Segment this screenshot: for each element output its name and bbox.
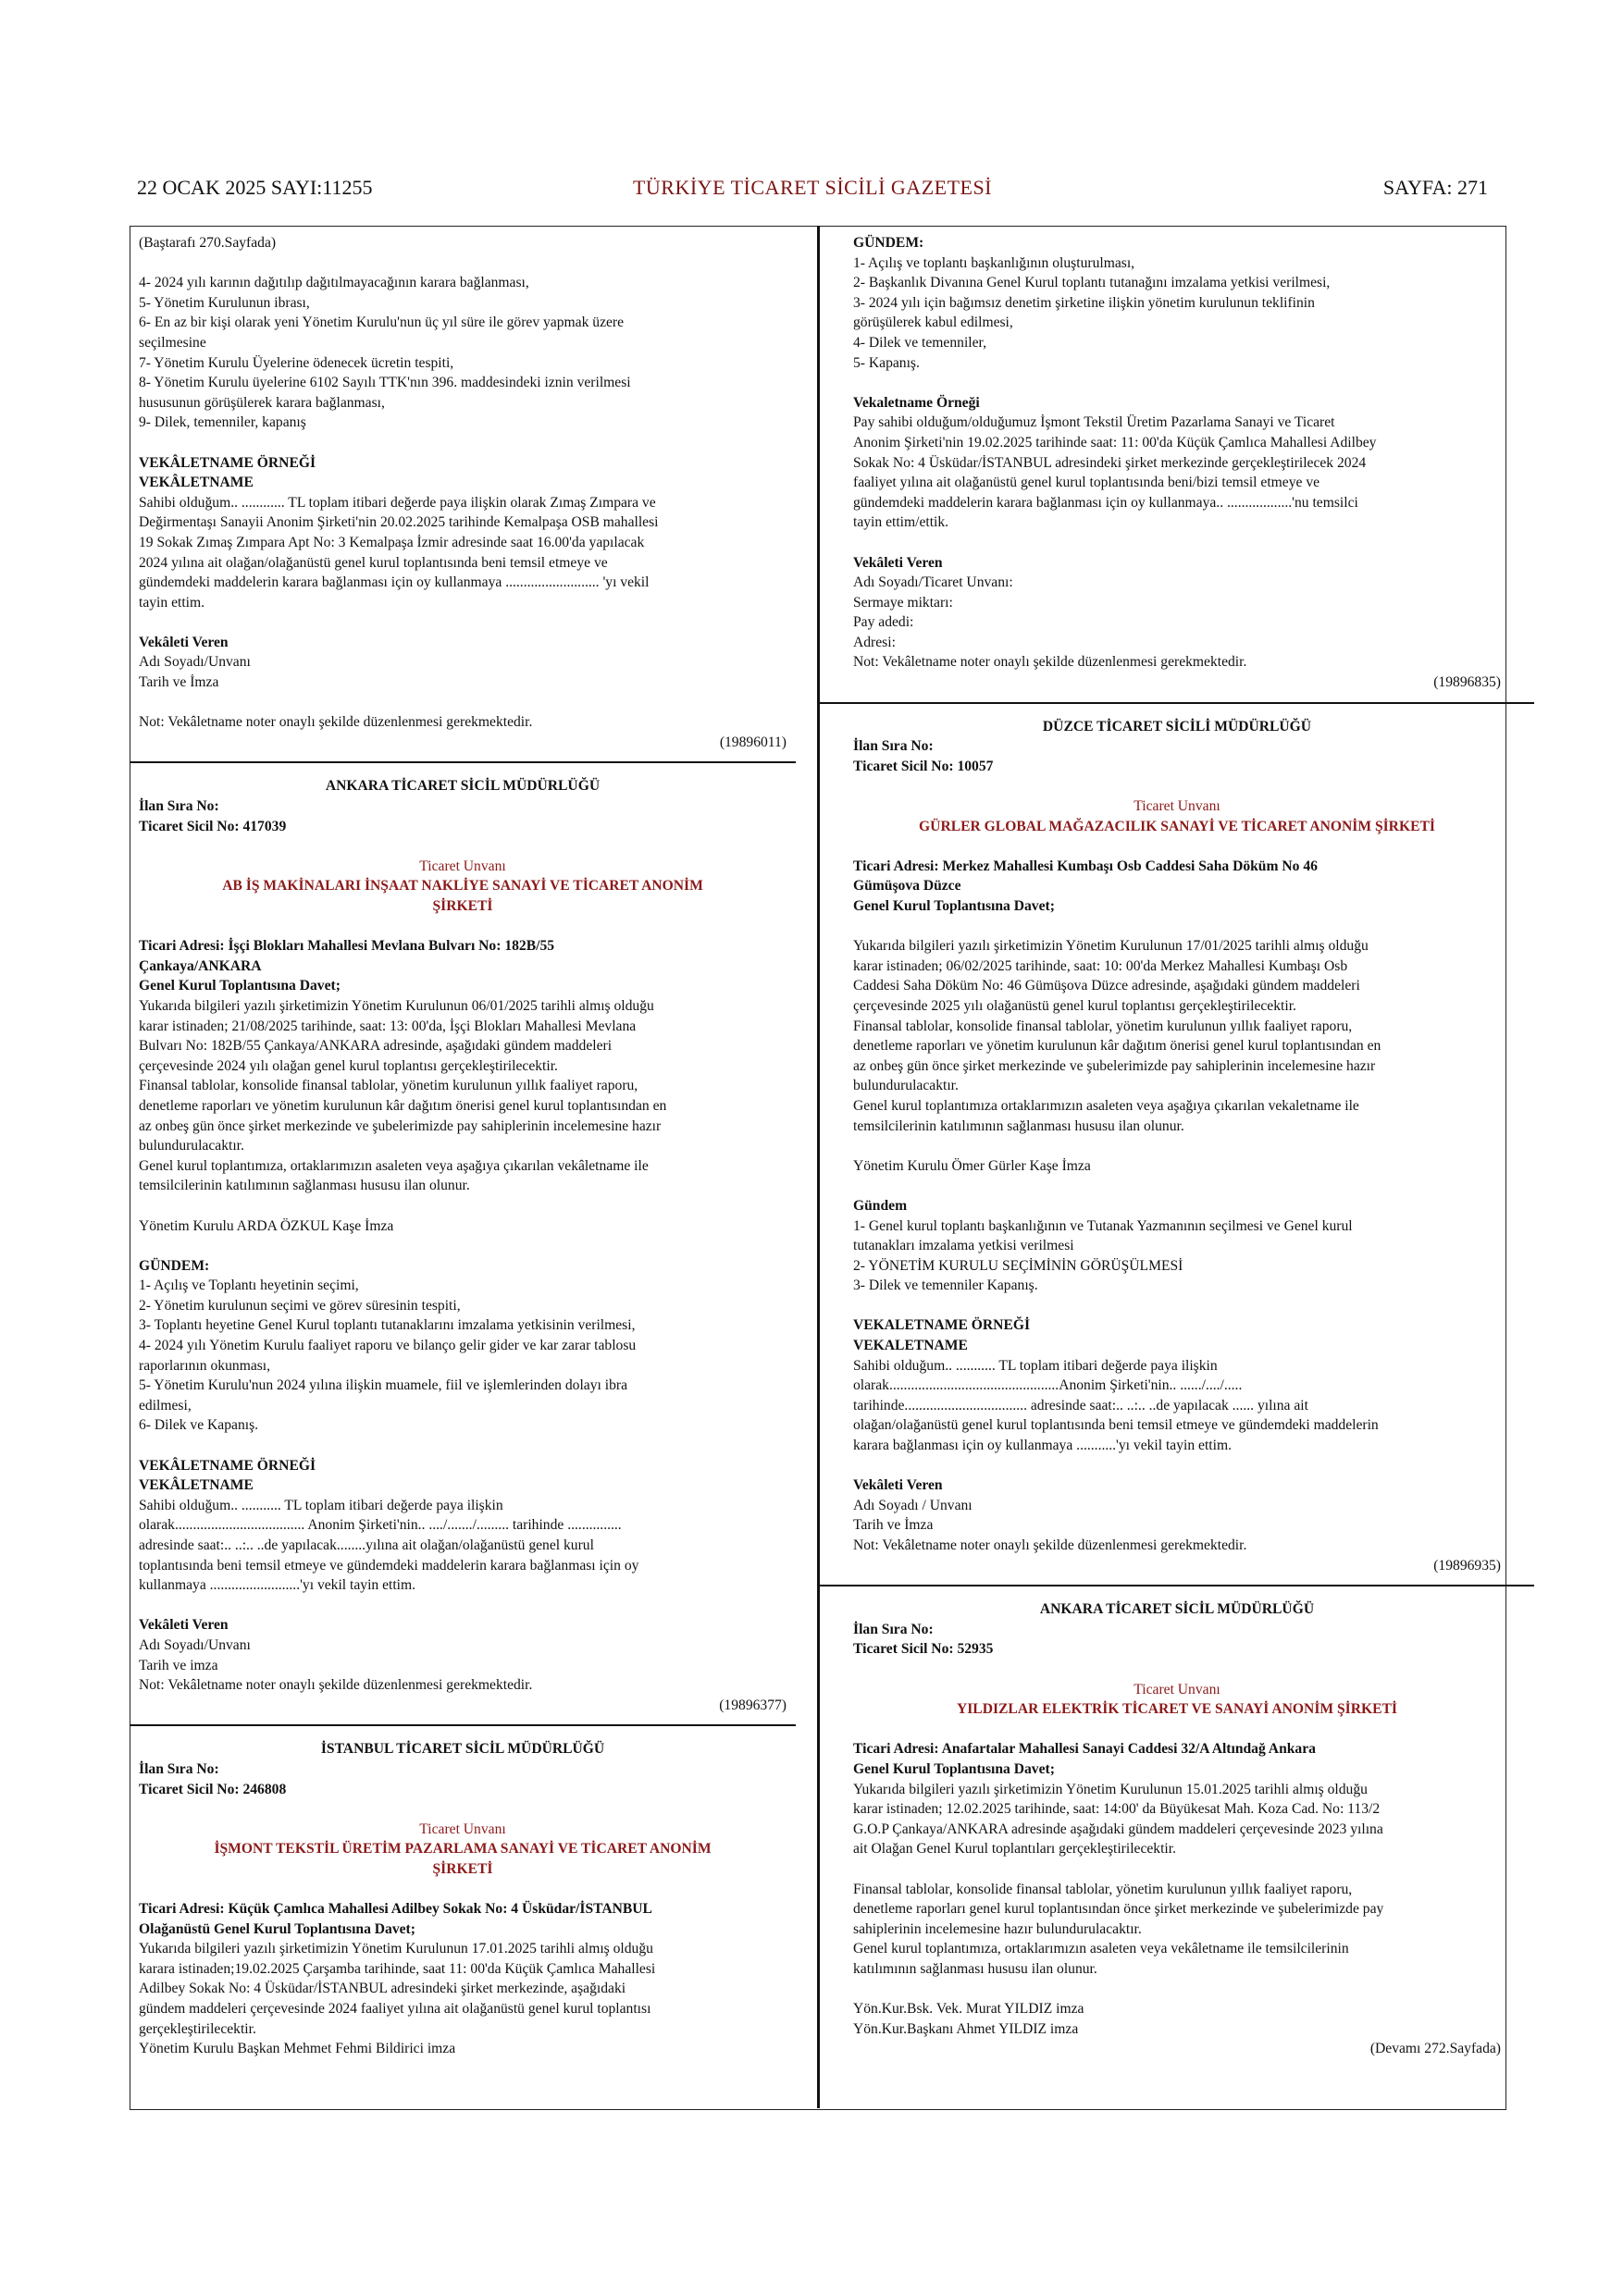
- text-line: gerçekleştirilecektir.: [139, 2020, 256, 2037]
- text-line: olağan/olağanüstü genel kurul toplantısında beni temsil etmeye ve gündemdeki maddelerin: [853, 1417, 1379, 1434]
- text-line: Genel Kurul Toplantısına Davet;: [853, 1760, 1055, 1777]
- ilan-sira-no: İlan Sıra No:: [853, 738, 934, 755]
- text-line: görüşülerek kabul edilmesi,: [853, 315, 1013, 331]
- text-line: kullanmaya .........................'yı vekil tayin ettim.: [139, 1577, 416, 1594]
- announcement-body: [139, 1939, 787, 2059]
- text-line: Adilbey Sokak No: 4 Üsküdar/İSTANBUL adresindeki şirket merkezinde, aşağıdaki: [139, 1981, 626, 1997]
- announcement-body: [853, 1780, 1501, 2040]
- text-line: Sermaye miktarı:: [853, 594, 953, 611]
- text-line: Genel kurul toplantımıza, ortaklarımızın asaleten veya vekâletname ile temsilcilerinin: [853, 1941, 1349, 1957]
- announcement-code: (19896835): [1433, 674, 1501, 691]
- text-line: Tarih ve İmza: [853, 1517, 934, 1534]
- text-line: Sahibi olduğum.. ........... TL toplam itibari değerde paya ilişkin: [139, 1497, 503, 1513]
- text-line: [139, 1236, 787, 1256]
- text-line: bulundurulacaktır.: [853, 1078, 959, 1094]
- text-line: VEKÂLETNAME ÖRNEĞİ: [139, 1457, 316, 1474]
- text-line: Ticari Adresi: İşçi Blokları Mahallesi Mevlana Bulvarı No: 182B/55: [139, 938, 555, 955]
- text-line: tarihinde.................................. adresinde saat:.. ..:.. ..de yapılacak ...... yılına ait: [853, 1397, 1308, 1413]
- text-line: 5- Yönetim Kurulu'nun 2024 yılına ilişkin muamele, fiil ve işlemlerinden dolayı ibra: [139, 1377, 627, 1394]
- text-line: Değirmentaşı Sanayii Anonim Şirketi'nin 20.02.2025 tarihinde Kemalpaşa OSB mahallesi: [139, 514, 659, 531]
- text-line: katılımının sağlanması hususu ilan olunur.: [853, 1960, 1097, 1977]
- text-line: 2- YÖNETİM KURULU SEÇİMİNİN GÖRÜŞÜLMESİ: [853, 1257, 1183, 1274]
- text-line: GÜNDEM:: [853, 235, 924, 251]
- text-line: seçilmesine: [139, 334, 206, 351]
- text-line: Yukarıda bilgileri yazılı şirketimizin Yönetim Kurulunun 06/01/2025 tarihli almış olduğu: [139, 997, 654, 1014]
- ilan-sira-no: İlan Sıra No:: [853, 1621, 934, 1637]
- text-line: Gündem: [853, 1197, 908, 1214]
- announcement-ismont-continued: [853, 233, 1501, 673]
- text-line: [853, 1136, 1501, 1156]
- text-line: Vekâleti Veren: [139, 634, 229, 650]
- text-line: faaliyet yılına ait olağanüstü genel kurul toplantısında beni/bizi temsil etmeye ve: [853, 475, 1320, 491]
- text-line: 6- En az bir kişi olarak yeni Yönetim Kurulu'nun üç yıl süre ile görev yapmak üzere: [139, 315, 625, 331]
- text-line: Ticari Adresi: Küçük Çamlıca Mahallesi Adilbey Sokak No: 4 Üsküdar/İSTANBUL: [139, 1901, 652, 1918]
- text-line: YILDIZLAR ELEKTRİK TİCARET VE SANAYİ ANONİM ŞİRKETİ: [956, 1701, 1398, 1718]
- text-line: [853, 1176, 1501, 1196]
- trade-name-label: Ticaret Unvanı: [419, 1821, 506, 1837]
- ticaret-sicil-no: Ticaret Sicil No: 246808: [139, 1781, 287, 1797]
- announcement-ankara-yildizlar: [853, 1599, 1501, 2059]
- text-line: Sahibi olduğum.. ............ TL toplam itibari değerde paya ilişkin olarak Zımaş Zımpara ve: [139, 494, 656, 511]
- announcement-duzce-gurler: [853, 717, 1501, 1576]
- ilan-sira-no: İlan Sıra No:: [139, 1760, 219, 1777]
- announcement-ankara-ab-is: [139, 776, 787, 1715]
- text-line: 1- Açılış ve Toplantı heyetinin seçimi,: [139, 1278, 359, 1294]
- text-line: Bulvarı No: 182B/55 Çankaya/ANKARA adresinde, aşağıdaki gündem maddeleri: [139, 1038, 613, 1055]
- text-line: Sokak No: 4 Üsküdar/İSTANBUL adresindeki şirket merkezinde gerçekleştirilecek 2024: [853, 454, 1367, 471]
- text-line: AB İŞ MAKİNALARI İNŞAAT NAKLİYE SANAYİ VE TİCARET ANONİM: [222, 878, 703, 895]
- text-line: 1- Açılış ve toplantı başkanlığının oluşturulması,: [853, 254, 1135, 271]
- text-line: Vekâleti Veren: [853, 1477, 943, 1494]
- text-line: Adı Soyadı/Ticaret Unvanı:: [853, 574, 1013, 591]
- text-line: Not: Vekâletname noter onaylı şekilde düzenlenmesi gerekmektedir.: [853, 1537, 1247, 1553]
- text-line: ait Olağan Genel Kurul toplantıları gerçekleştirilecektir.: [853, 1841, 1176, 1858]
- text-line: Yukarıda bilgileri yazılı şirketimizin Yönetim Kurulunun 15.01.2025 tarihli almış olduğu: [853, 1781, 1368, 1797]
- separator: [130, 1724, 796, 1726]
- text-line: karara bağlanması için oy kullanmaya ...........'yı vekil tayin ettim.: [853, 1438, 1233, 1454]
- text-line: tutanakları imzalama yetkisi verilmesi: [853, 1238, 1074, 1254]
- trade-name-label: Ticaret Unvanı: [419, 858, 506, 874]
- text-line: Genel Kurul Toplantısına Davet;: [139, 978, 341, 994]
- text-line: az onbeş gün önce şirket merkezinde ve şubelerimizde pay sahiplerinin incelemesine hazır: [139, 1117, 662, 1134]
- text-line: [853, 1979, 1501, 1999]
- text-line: 3- Toplantı heyetine Genel Kurul toplantı tutanaklarını imzalama yetkisinin verilmesi,: [139, 1317, 636, 1334]
- text-line: Pay adedi:: [853, 614, 914, 631]
- text-line: VEKALETNAME ÖRNEĞİ: [853, 1317, 1031, 1334]
- trade-name-label: Ticaret Unvanı: [1134, 1681, 1220, 1697]
- text-line: Olağanüstü Genel Kurul Toplantısına Davet;: [139, 1920, 415, 1937]
- page-header: [137, 176, 1488, 207]
- text-line: Ticari Adresi: Merkez Mahallesi Kumbaşı Osb Caddesi Saha Döküm No 46: [853, 858, 1318, 874]
- text-line: 8- Yönetim Kurulu üyelerine 6102 Sayılı TTK'nın 396. maddesindeki iznin verilmesi: [139, 375, 631, 391]
- text-line: Adı Soyadı/Unvanı: [139, 654, 251, 671]
- text-line: karara istinaden;19.02.2025 Çarşamba tarihinde, saat 11: 00'da Küçük Çamlıca Mahallesi: [139, 1960, 656, 1977]
- text-line: 5- Kapanış.: [853, 354, 920, 371]
- text-line: Genel kurul toplantımıza, ortaklarımızın asaleten veya aşağıya çıkarılan vekâletname ile: [139, 1157, 649, 1174]
- trade-name: [853, 1699, 1501, 1720]
- text-line: Not: Vekâletname noter onaylı şekilde düzenlenmesi gerekmektedir.: [139, 1677, 533, 1694]
- trade-address: [139, 936, 787, 996]
- text-line: VEKÂLETNAME: [139, 475, 254, 491]
- text-line: 2024 yılına ait olağan/olağanüstü genel kurul toplantısında beni temsil etmeye ve: [139, 554, 608, 571]
- text-line: Finansal tablolar, konsolide finansal tablolar, yönetim kurulunun yıllık faaliyet raporu,: [853, 1881, 1353, 1897]
- right-column: [853, 233, 1501, 2059]
- text-line: Çankaya/ANKARA: [139, 957, 262, 974]
- text-line: (Baştarafı 270.Sayfada): [139, 235, 277, 251]
- text-line: 9- Dilek, temenniler, kapanış: [139, 414, 306, 431]
- text-line: edilmesi,: [139, 1397, 192, 1413]
- page-number: SAYFA: 271: [1382, 176, 1488, 199]
- separator: [130, 761, 796, 763]
- trade-name-label: Ticaret Unvanı: [1134, 798, 1220, 815]
- text-line: 2- Yönetim kurulunun seçimi ve görev süresinin tespiti,: [139, 1297, 461, 1314]
- trade-address: [853, 1739, 1501, 1779]
- text-line: Yön.Kur.Bsk. Vek. Murat YILDIZ imza: [853, 2001, 1084, 2018]
- trade-address: [853, 857, 1501, 917]
- text-line: 7- Yönetim Kurulu Üyelerine ödenecek ücretin tespiti,: [139, 354, 454, 371]
- text-line: [853, 373, 1501, 393]
- text-line: Finansal tablolar, konsolide finansal tablolar, yönetim kurulunun yıllık faaliyet raporu,: [139, 1078, 638, 1094]
- text-line: Ticari Adresi: Anafartalar Mahallesi Sanayi Caddesi 32/A Altındağ Ankara: [853, 1741, 1316, 1758]
- text-line: olarak.................................... Anonim Şirketi'nin.. ..../......./......... tarihinde ...............: [139, 1517, 622, 1534]
- text-line: Caddesi Saha Döküm No: 46 Gümüşova Düzce adresinde, aşağıdaki gündem maddeleri: [853, 978, 1360, 994]
- text-line: [139, 253, 787, 274]
- text-line: toplantısında beni temsil etmeye ve gündemdeki maddelerin karara bağlanması için oy: [139, 1557, 639, 1574]
- text-line: gündem maddeleri çerçevesinde 2024 faaliyet yılına ait olağanüstü genel kurul toplantısı: [139, 2001, 651, 2018]
- text-line: karar istinaden; 21/08/2025 tarihinde, saat: 13: 00'da, İşçi Blokları Mahallesi Mevlana: [139, 1018, 637, 1034]
- text-line: hususunun görüşülerek karara bağlanması,: [139, 394, 385, 411]
- text-line: karar istinaden; 06/02/2025 tarihinde, saat: 10: 00'da Merkez Mahallesi Kumbaşı Osb: [853, 957, 1348, 974]
- text-line: GÜNDEM:: [139, 1257, 210, 1274]
- text-line: temsilcilerinin katılımının sağlanması hususu ilan olunur.: [139, 1178, 470, 1194]
- text-line: 4- 2024 yılı Yönetim Kurulu faaliyet raporu ve bilanço gelir gider ve kar zarar tablosu: [139, 1338, 637, 1354]
- text-line: çerçevesinde 2024 yılı olağan genel kurul toplantısı gerçekleştirilecektir.: [139, 1057, 558, 1074]
- trade-name: [139, 1839, 787, 1879]
- text-line: gündemdeki maddelerin karara bağlanması için oy kullanmaya.. ..................'nu temsilci: [853, 494, 1358, 511]
- text-line: bulundurulacaktır.: [139, 1138, 244, 1154]
- text-line: Vekaletname Örneği: [853, 394, 980, 411]
- text-line: Pay sahibi olduğum/olduğumuz İşmont Tekstil Üretim Pazarlama Sanayi ve Ticaret: [853, 414, 1335, 431]
- text-line: ŞİRKETİ: [432, 898, 493, 914]
- text-line: İŞMONT TEKSTİL ÜRETİM PAZARLAMA SANAYİ VE TİCARET ANONİM: [214, 1841, 712, 1858]
- issue-date: 22 OCAK 2025 SAYI:11255: [137, 176, 373, 199]
- text-line: [139, 1196, 787, 1216]
- trade-name: [139, 876, 787, 916]
- text-line: [139, 1596, 787, 1616]
- registry-office: DÜZCE TİCARET SİCİLİ MÜDÜRLÜĞÜ: [1042, 718, 1312, 734]
- text-line: tayin ettim/ettik.: [853, 514, 949, 531]
- text-line: Adresi:: [853, 634, 896, 650]
- text-line: [853, 1859, 1501, 1880]
- text-line: temsilcilerinin katılımının sağlanması hususu ilan olunur.: [853, 1117, 1184, 1134]
- text-line: karar istinaden; 12.02.2025 tarihinde, saat: 14:00' da Büyükesat Mah. Koza Cad. No: 113/2: [853, 1801, 1381, 1818]
- text-line: Sahibi olduğum.. ........... TL toplam itibari değerde paya ilişkin: [853, 1357, 1218, 1374]
- text-line: [853, 533, 1501, 553]
- text-line: gündemdeki maddelerin karara bağlanması için oy kullanmaya .......................... 'yı vekil: [139, 574, 650, 591]
- text-line: Anonim Şirketi'nin 19.02.2025 tarihinde saat: 11: 00'da Küçük Çamlıca Mahallesi Adilbey: [853, 434, 1377, 451]
- announcement-body: [853, 936, 1501, 1555]
- text-line: Genel Kurul Toplantısına Davet;: [853, 898, 1055, 914]
- text-line: 1- Genel kurul toplantı başkanlığının ve Tutanak Yazmanının seçilmesi ve Genel kurul: [853, 1217, 1353, 1234]
- text-line: 3- Dilek ve temenniler Kapanış.: [853, 1278, 1038, 1294]
- text-line: 2- Başkanlık Divanına Genel Kurul toplantı tutanağını imzalama yetkisi verilmesi,: [853, 275, 1331, 291]
- text-line: Yukarıda bilgileri yazılı şirketimizin Yönetim Kurulunun 17/01/2025 tarihli almış olduğu: [853, 938, 1369, 955]
- text-line: Yönetim Kurulu ARDA ÖZKUL Kaşe İmza: [139, 1217, 394, 1234]
- text-line: [139, 612, 787, 633]
- gazette-title: TÜRKİYE TİCARET SİCİLİ GAZETESİ: [632, 176, 993, 199]
- registry-office: İSTANBUL TİCARET SİCİL MÜDÜRLÜĞÜ: [320, 1741, 605, 1758]
- text-line: adresinde saat:.. ..:.. ..de yapılacak........yılına ait olağan/olağanüstü genel kurul: [139, 1537, 594, 1553]
- text-line: Not: Vekâletname noter onaylı şekilde düzenlenmesi gerekmektedir.: [853, 654, 1247, 671]
- text-line: ŞİRKETİ: [432, 1860, 493, 1877]
- text-line: Adı Soyadı/Unvanı: [139, 1636, 251, 1653]
- column-divider: [817, 226, 820, 2108]
- separator: [820, 702, 1534, 704]
- text-line: Not: Vekâletname noter onaylı şekilde düzenlenmesi gerekmektedir.: [139, 714, 533, 731]
- text-line: denetleme raporları ve yönetim kurulunun kâr dağıtım önerisi genel kurul toplantısından en: [853, 1038, 1381, 1055]
- announcement-continued: [139, 233, 787, 733]
- text-line: raporlarının okunması,: [139, 1357, 271, 1374]
- announcement-code: (19896935): [1433, 1557, 1501, 1574]
- text-line: denetleme raporları ve yönetim kurulunun kâr dağıtım önerisi genel kurul toplantısından en: [139, 1097, 667, 1114]
- text-line: Yön.Kur.Başkanı Ahmet YILDIZ imza: [853, 2020, 1079, 2037]
- text-line: G.O.P Çankaya/ANKARA adresinde aşağıdaki gündem maddeleri çerçevesinde 2023 yılına: [853, 1821, 1383, 1837]
- text-line: 4- 2024 yılı karının dağıtılıp dağıtılmayacağının karara bağlanması,: [139, 275, 529, 291]
- trade-name: [853, 817, 1501, 837]
- trade-address: [139, 1899, 787, 1939]
- ticaret-sicil-no: Ticaret Sicil No: 417039: [139, 818, 287, 834]
- text-line: VEKÂLETNAME: [139, 1477, 254, 1494]
- text-line: Genel kurul toplantımıza ortaklarımızın asaleten veya aşağıya çıkarılan vekaletname ile: [853, 1097, 1359, 1114]
- text-line: Vekâleti Veren: [139, 1617, 229, 1634]
- text-line: 3- 2024 yılı için bağımsız denetim şirketine ilişkin yönetim kurulunun teklifinin: [853, 294, 1315, 311]
- separator: [820, 1585, 1534, 1586]
- text-line: denetleme raporları genel kurul toplantısından önce şirket merkezinde ve şubelerimizde pay: [853, 1901, 1384, 1918]
- text-line: [139, 1436, 787, 1456]
- text-line: Tarih ve imza: [139, 1657, 218, 1673]
- text-line: [139, 693, 787, 713]
- text-line: Yönetim Kurulu Ömer Gürler Kaşe İmza: [853, 1157, 1091, 1174]
- text-line: olarak...............................................Anonim Şirketi'nin.. ....../..../.....: [853, 1377, 1243, 1394]
- continued-note: (Devamı 272.Sayfada): [1369, 2041, 1501, 2057]
- registry-office: ANKARA TİCARET SİCİL MÜDÜRLÜĞÜ: [325, 778, 601, 795]
- text-line: Adı Soyadı / Unvanı: [853, 1497, 973, 1513]
- text-line: Gümüşova Düzce: [853, 878, 961, 895]
- text-line: Yönetim Kurulu Başkan Mehmet Fehmi Bildirici imza: [139, 2041, 456, 2057]
- text-line: [853, 1456, 1501, 1476]
- registry-office: ANKARA TİCARET SİCİL MÜDÜRLÜĞÜ: [1039, 1601, 1315, 1618]
- text-line: Finansal tablolar, konsolide finansal tablolar, yönetim kurulunun yıllık faaliyet raporu,: [853, 1018, 1353, 1034]
- text-line: [139, 433, 787, 453]
- announcement-body: [139, 996, 787, 1696]
- text-line: 6- Dilek ve Kapanış.: [139, 1417, 259, 1434]
- text-line: 4- Dilek ve temenniler,: [853, 334, 986, 351]
- ticaret-sicil-no: Ticaret Sicil No: 52935: [853, 1641, 994, 1658]
- text-line: 19 Sokak Zımaş Zımpara Apt No: 3 Kemalpaşa İzmir adresinde saat 16.00'da yapılacak: [139, 534, 645, 550]
- text-line: GÜRLER GLOBAL MAĞAZACILIK SANAYİ VE TİCARET ANONİM ŞİRKETİ: [919, 818, 1435, 834]
- text-line: Tarih ve İmza: [139, 674, 219, 691]
- ilan-sira-no: İlan Sıra No:: [139, 798, 219, 815]
- text-line: Yukarıda bilgileri yazılı şirketimizin Yönetim Kurulunun 17.01.2025 tarihli almış olduğu: [139, 1941, 653, 1957]
- announcement-istanbul-ismont: [139, 1739, 787, 2059]
- announcement-code: (19896377): [719, 1697, 787, 1713]
- text-line: çerçevesinde 2025 yılı olağanüstü genel kurul toplantısı gerçekleştirilecektir.: [853, 997, 1296, 1014]
- text-line: 5- Yönetim Kurulunun ibrası,: [139, 294, 310, 311]
- text-line: Vekâleti Veren: [853, 554, 943, 571]
- announcement-code: (19896011): [719, 734, 787, 750]
- text-line: VEKALETNAME: [853, 1338, 968, 1354]
- ticaret-sicil-no: Ticaret Sicil No: 10057: [853, 758, 994, 774]
- left-column: [139, 233, 787, 2059]
- text-line: VEKÂLETNAME ÖRNEĞİ: [139, 454, 316, 471]
- text-line: [853, 1296, 1501, 1316]
- text-line: sahiplerinin incelemesine hazır bulundurulacaktır.: [853, 1920, 1142, 1937]
- text-line: tayin ettim.: [139, 594, 205, 611]
- text-line: az onbeş gün önce şirket merkezinde ve şubelerimizde pay sahiplerinin incelemesine hazır: [853, 1057, 1376, 1074]
